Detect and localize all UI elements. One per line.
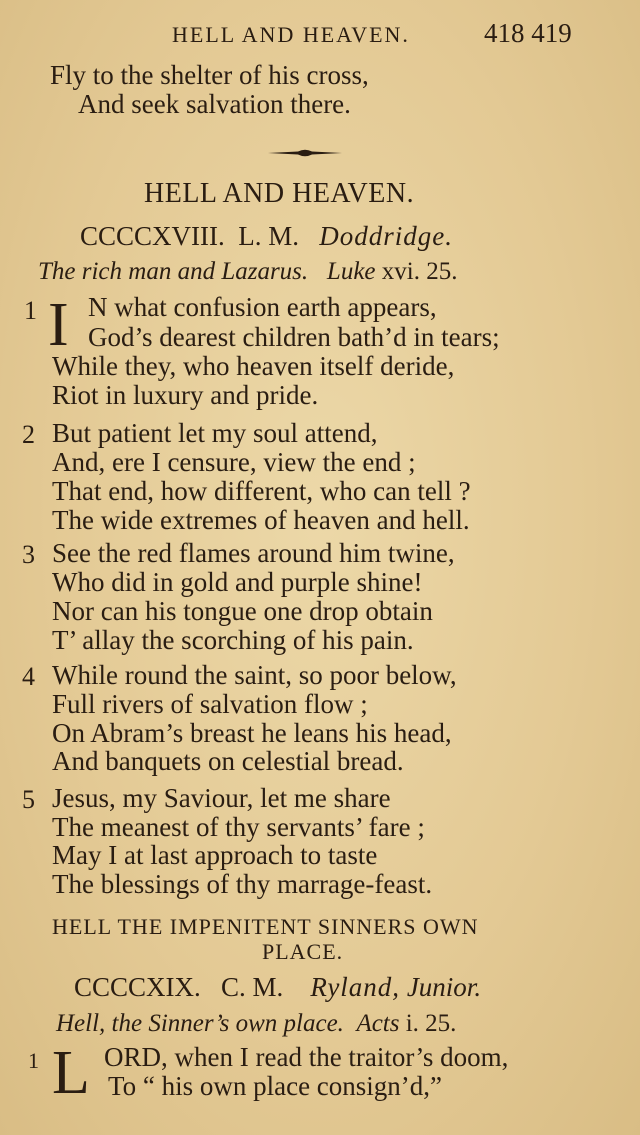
hymn-number: CCCCXVIII.: [80, 221, 225, 251]
page-numbers: 418 419: [484, 18, 572, 48]
running-header-title: HELL AND HEAVEN.: [172, 22, 410, 47]
ornament-divider-icon: [268, 147, 342, 159]
verse-line: Full rivers of salvation flow ;: [52, 689, 368, 719]
verse-line: Riot in luxury and pride.: [52, 380, 319, 410]
verse-line: On Abram’s breast he leans his head,: [52, 718, 452, 748]
hymn-section-heading: HELL THE IMPENITENT SINNERS OWN: [52, 914, 479, 939]
hymn-author-suffix: Junior.: [406, 972, 482, 1002]
scripture-chapter: i. 25.: [405, 1010, 457, 1037]
verse-line: See the red flames around him twine,: [52, 538, 455, 568]
verse-number: 1: [24, 296, 37, 325]
verse-line: But patient let my soul attend,: [52, 418, 378, 448]
verse-line: The wide extremes of heaven and hell.: [52, 505, 470, 535]
verse-number: 2: [22, 420, 35, 449]
verse-line: And, ere I censure, view the end ;: [52, 447, 416, 477]
hymn-section-heading: HELL AND HEAVEN.: [144, 178, 415, 209]
verse-line: Who did in gold and purple shine!: [52, 567, 423, 597]
hymn-number: CCCCXIX.: [74, 972, 201, 1002]
hymn-meta-line: [80, 221, 453, 252]
verse-line: God’s dearest children bath’d in tears;: [88, 322, 500, 352]
verse-number: 5: [22, 785, 35, 814]
hymn-section-heading-cont: PLACE.: [262, 939, 344, 964]
hymn-author: Doddridge.: [319, 221, 454, 251]
verse-line: T’ allay the scorching of his pain.: [52, 625, 414, 655]
verse-line: Jesus, my Saviour, let me share: [52, 783, 391, 813]
hymn-author: Ryland,: [310, 972, 401, 1002]
subtitle-text-b: the Sinner’s own place.: [111, 1010, 344, 1037]
verse-line: The blessings of thy marrage-feast.: [52, 869, 433, 899]
verse-line: May I at last approach to taste: [52, 840, 378, 870]
scripture-book: Acts: [356, 1010, 400, 1037]
verse-line: While round the saint, so poor below,: [52, 660, 457, 690]
verse-line: N what confusion earth appears,: [88, 292, 437, 322]
verse-line: While they, who heaven itself deride,: [52, 351, 455, 381]
continuation-line-1: Fly to the shelter of his cross,: [50, 60, 369, 90]
scripture-book: Luke: [326, 258, 376, 285]
hymn-subtitle: [56, 1010, 456, 1038]
verse-line: ORD, when I read the traitor’s doom,: [104, 1042, 509, 1072]
hymn-meta-line: [74, 972, 481, 1003]
verse-line: To “ his own place consign’d,”: [108, 1071, 443, 1101]
verse-line: Nor can his tongue one drop obtain: [52, 596, 433, 626]
subtitle-text-a: Hell,: [56, 1010, 106, 1037]
verse-line: And banquets on celestial bread.: [52, 746, 404, 776]
verse-number: 3: [22, 540, 35, 569]
hymn-meter: C. M.: [221, 972, 284, 1002]
drop-cap: L: [52, 1039, 90, 1107]
verse-number: 1: [28, 1048, 39, 1073]
hymn-subtitle: [38, 258, 457, 286]
continuation-line-2: And seek salvation there.: [78, 89, 351, 119]
hymn-meter: L. M.: [238, 221, 300, 251]
subtitle-text: The rich man and Lazarus.: [38, 258, 309, 285]
verse-number: 4: [22, 662, 35, 691]
verse-line: That end, how different, who can tell ?: [52, 476, 471, 506]
drop-cap: I: [48, 291, 69, 359]
verse-line: The meanest of thy servants’ fare ;: [52, 812, 425, 842]
scripture-chapter: xvi. 25.: [381, 258, 458, 285]
